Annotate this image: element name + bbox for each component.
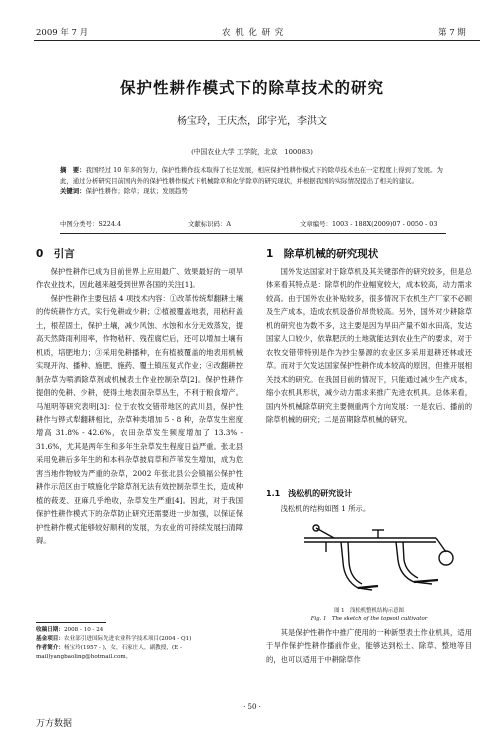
abstract — [60, 165, 446, 186]
header-date: 2009 年 7 月 — [36, 28, 89, 38]
right-column-body — [266, 265, 472, 426]
abstract-rule — [60, 233, 446, 234]
footnote-author: 作者简介：杨宝玲(1957 - )，女，石家庄人，副教授，(E - mail)yangbaoling@hotmail.com。 — [36, 645, 182, 660]
keywords-label: 关键词： — [60, 187, 86, 195]
keywords — [60, 186, 446, 197]
intro-paragraph-2: 保护性耕作主要包括 4 项技术内容：①改革传统犁翻耕土壤的传统耕作方式，实行免耕或少耕；②植被覆盖地表，用秸秆盖土，根茬固土，保护土壤，减少风蚀、水蚀和水分无效蒸发，提高天然降雨利用率，作物秸秆、残茬腐烂后，还可以增加土壤有机质，培肥地力；③采用免耕播种，在有植被覆盖的地表用机械实现开沟、播种、施肥、施药、覆土镇压复式作业；④改翻耕控制杂草为喷洒除草剂或机械表土作业控制杂草[2]。保护性耕作提倡的免耕、少耕，使得土地表面杂草丛生，不利于粮食增产。马旭明等研究表明[3]：位于农牧交错带地区的武川县，保护性耕作与铧式犁翻耕相比，杂草种类增加 5 - 8 种，杂草发生密度增高 31.8% - 42.6%，农田杂草发生频度增加了 13.3% - 31.6%，尤其是两年生和多年生杂草发生程度日益严重。张北县采用免耕后多年生的和本科杂草披肩草和芦苇发生增加，成为危害当地作物较为严重的杂草，2002 年张北县公会镇福公保护性耕作示范区由于喷施化学除草剂无法有效控制杂草生长，造成种植的莜麦、亚麻几乎绝收，杂草发生严重[4]。因此，对于我国保护性耕作模式下的杂草防止研究还需要进一步加强，以保证保护性耕作模式能够较好顺利的发展，为农业的可持续发展扫清障碍。 — [36, 293, 243, 546]
sweep-blade-2 — [414, 580, 438, 582]
intro-paragraph-1: 保护性耕作已成为目前世界上应用最广、效果最好的一项旱作农业技术，因此越来越受到世界各国的关注[1]。 — [36, 267, 243, 290]
header-journal: 农 机 化 研 究 — [222, 28, 285, 38]
section1-paragraph: 国外发达国家对于除草机及其关键部件的研究较多，但是总体来看其特点是：除草机的作业幅宽较大，成本较高，动力需求较高。由于国外农业补贴较多，很多情况下农机生产厂家不必顾及生产成本，造成农机设备价昂贵较高。另外，国外对少耕除草机的研究也为数不多，这主要是因为旱田产量不如水田高，发达国家人口较少，依靠肥沃的土地就能达到农业生产的要求，对于农牧交错带特别是作为抄尘暴源的农业区多采用退耕还林或还草。而对于欠发达国家保护性耕作成本较高的原因，但推开展相关技术的研究。在我国目前的情况下，只能通过减少生产成本，缩小农机具形状，减少动力需求来推广先进农机具。总体来看，国内外机械除草研究主要侧重两个方向发展：一是农后、播前的除草机械的研究；二是苗期除草机械的研究。 — [266, 267, 472, 424]
left-column-body — [36, 265, 243, 548]
document-code: 文献标识码：A — [188, 220, 231, 228]
author-list: 杨宝玲，王庆杰，邱宇光，李洪文 — [177, 116, 327, 127]
figure-caption-cn: 图 1 浅松机整机结构示意图 — [334, 608, 404, 614]
article-number: 文章编号：1003 - 188X(2009)07 - 0050 - 03 — [300, 220, 438, 228]
shank-2 — [396, 542, 432, 584]
affiliation: (中国农业大学 工学院，北京 100083) — [191, 148, 313, 156]
depth-wheel-arm — [436, 538, 446, 552]
footnote-rule — [36, 622, 106, 623]
abstract-text: 我国经过 10 年多的努力，保护性耕作技术取得了长足发展，相应保护性耕作模式下的除草技术也在一定程度上得到了发展。为此，通过分析研究目前国内外的保护性耕作模式下机械除草和化学除草的研究现状，并根据我国的实际情况提出了相关的建议。 — [60, 166, 443, 185]
depth-wheel — [439, 551, 453, 565]
footnotes — [36, 626, 243, 662]
subsection-heading-1-1: 1.1 浅松机的研究设计 — [266, 489, 353, 498]
header-issue: 第 7 期 — [438, 28, 466, 38]
abstract-label: 摘 要： — [60, 166, 86, 174]
footnote-funding: 基金项目：农业部引进国际先进农业科学技术项目(2004 - Q1) — [36, 636, 192, 642]
sweep-blade-1 — [358, 586, 378, 588]
footnote-received: 收稿日期：2008 - 10 - 24 — [36, 627, 104, 633]
figure-caption-en: Fig. 1 The sketch of the topsoil cultivator — [310, 616, 428, 622]
clc-number: 中图分类号：S224.4 — [60, 220, 122, 228]
keywords-text: 保护性耕作；除草；现状；发展趋势 — [85, 187, 188, 195]
shank-1 — [341, 542, 372, 590]
page-number: · 50 · — [243, 703, 261, 711]
watermark-text: 万方数据 — [36, 719, 73, 729]
section-heading-intro: 0 引言 — [36, 248, 75, 260]
after-figure-paragraph: 其是保护性耕作中推广使用的一种新型表土作业机具，适用于旱作保护性耕作播前作业，能够达到松土、除草、整地等目的，也可以适用于中耕除草作 — [266, 628, 472, 664]
abstract-block — [60, 165, 446, 197]
figure-1 — [286, 522, 456, 602]
paper-title: 保护性耕作模式下的除草技术的研究 — [119, 79, 384, 97]
cultivator-sketch — [286, 522, 456, 602]
section-heading-1: 1 除草机械的研究现状 — [266, 248, 379, 260]
subsection-paragraph: 浅松机的结构如图 1 所示。 — [280, 504, 371, 513]
header-rule — [34, 40, 480, 41]
